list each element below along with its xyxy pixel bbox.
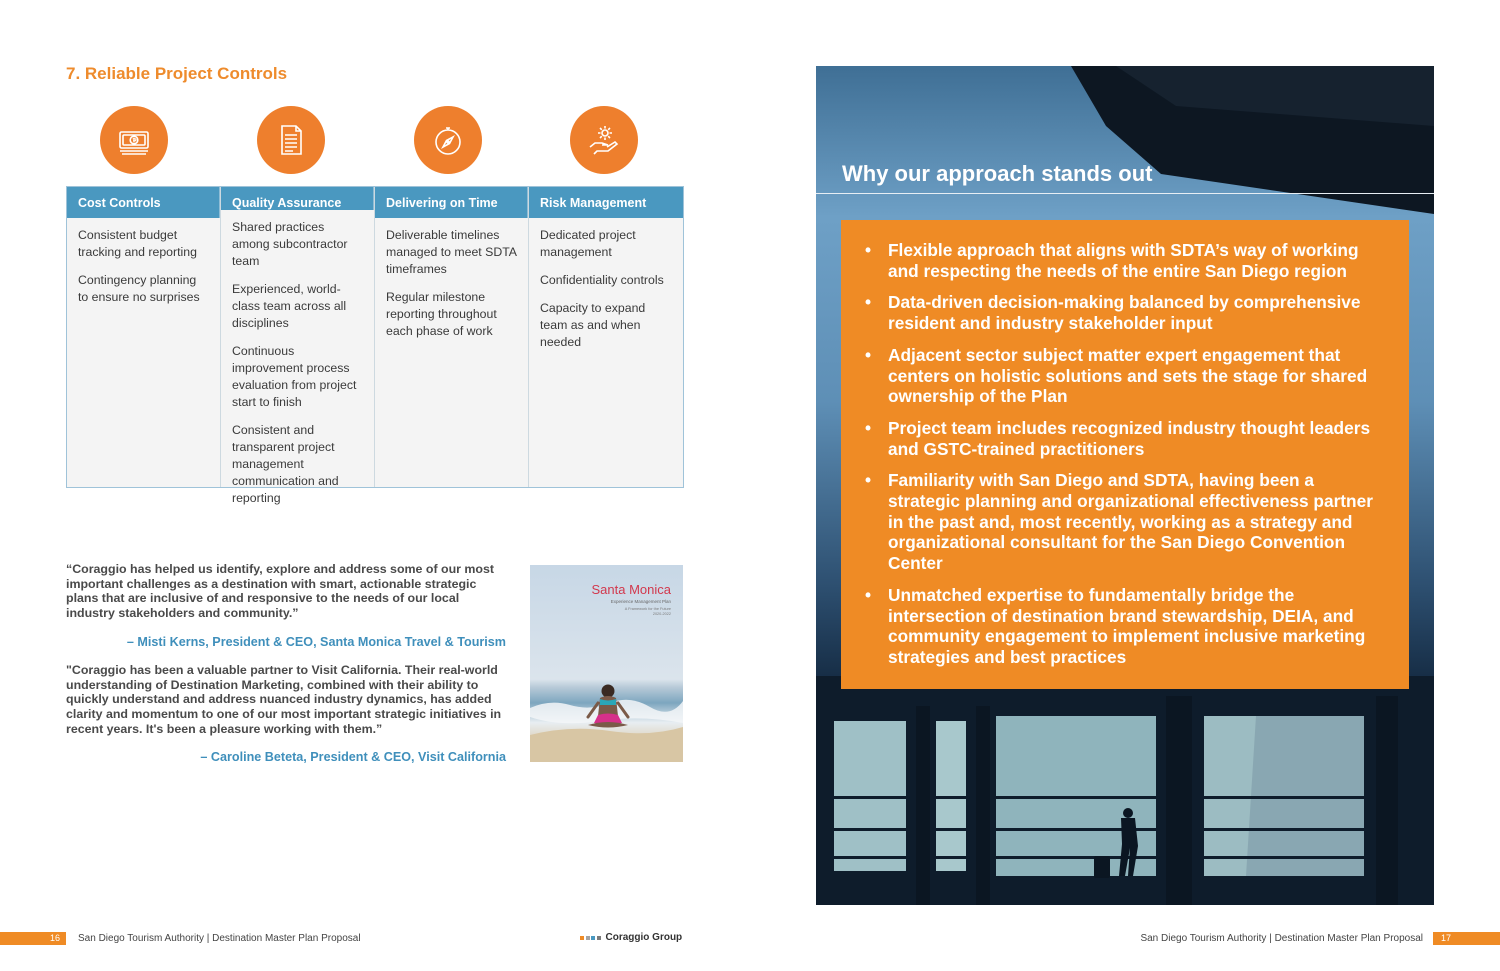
santa-monica-report-cover <box>530 565 683 762</box>
table-cell-item: Deliverable timelines managed to meet SDTA timeframes <box>386 228 517 276</box>
table-column <box>375 187 529 487</box>
column-header: Cost Controls <box>67 187 220 218</box>
section-title: 7. Reliable Project Controls <box>66 64 288 83</box>
cover-subtitle: Experience Management Plan <box>610 599 671 604</box>
coraggio-logo <box>580 932 682 943</box>
column-header: Risk Management <box>529 187 683 218</box>
column-header: Quality Assurance <box>221 187 374 210</box>
why-approach-heading: Why our approach stands out <box>842 161 1153 186</box>
cover-title: Santa Monica <box>591 582 671 597</box>
table-cell-item: Dedicated project management <box>540 228 636 259</box>
right-footer-text: San Diego Tourism Authority | Destination Master Plan Proposal <box>1140 933 1423 944</box>
table-cell-item: Confidentiality controls <box>540 273 664 287</box>
testimonials <box>66 562 506 778</box>
bridge-walkway-photo <box>816 66 1434 905</box>
heading-divider <box>816 193 1434 194</box>
table-cell-item: Capacity to expand team as and when needed <box>540 301 646 349</box>
left-footer-text: San Diego Tourism Authority | Destination Master Plan Proposal <box>78 933 361 944</box>
table-cell-item: Consistent and transparent project management communication and reporting <box>232 423 339 505</box>
list-item: • Flexible approach that aligns with SDTA’s way of working and respecting the needs of the entire San Diego region <box>865 240 1385 281</box>
table-column <box>221 187 375 505</box>
table-cell-item: Experienced, world-class team across all disciplines <box>232 282 347 330</box>
testimonial-quote: "Coraggio has been a valuable partner to Visit California. Their real-world understanding of Destination Marketing, combined with their ability to quickly understand and address nuanced industry dynamics, has added clarity and momentum to one of our most important strategic initiatives in recent years. It's been a pleasure working with them.” <box>66 662 502 736</box>
testimonial-attribution: – Caroline Beteta, President & CEO, Visit California <box>200 750 506 765</box>
column-header: Delivering on Time <box>375 187 528 218</box>
list-item: • Project team includes recognized industry thought leaders and GSTC-trained practitioners <box>865 418 1385 459</box>
table-cell-item: Continuous improvement process evaluation from project start to finish <box>232 344 357 409</box>
testimonial-attribution: – Misti Kerns, President & CEO, Santa Monica Travel & Tourism <box>126 634 506 649</box>
right-page-number: 17 <box>1433 932 1500 945</box>
table-cell-item: Shared practices among subcontractor team <box>232 220 348 268</box>
meditating-person-image <box>530 565 683 762</box>
table-cell-item: Contingency planning to ensure no surprises <box>78 273 200 304</box>
gear-hand-icon <box>570 106 638 174</box>
table-cell-item: Consistent budget tracking and reporting <box>78 228 197 259</box>
testimonial-quote: “Coraggio has helped us identify, explore and address some of our most important challenges as a destination with smart, actionable strategic plans that are inclusive of and responsive to the needs of our local industry stakeholders and community.” <box>66 562 495 621</box>
project-controls-table <box>66 186 684 505</box>
compass-icon <box>414 106 482 174</box>
table-cell-item: Regular milestone reporting throughout each phase of work <box>386 290 497 338</box>
list-item: • Adjacent sector subject matter expert engagement that centers on holistic solutions and sets the stage for shared ownership of the Plan <box>865 345 1385 407</box>
list-item: • Data-driven decision-making balanced by comprehensive resident and industry stakeholder input <box>865 292 1385 333</box>
approach-highlights-box <box>841 220 1409 689</box>
document-icon <box>257 106 325 174</box>
list-item: • Unmatched expertise to fundamentally bridge the intersection of destination brand stewardship, DEIA, and community engagement to implement inclusive marketing strategies and best practices <box>865 585 1385 668</box>
brand-dots-icon <box>580 936 601 940</box>
table-column <box>529 187 683 487</box>
list-item: • Familiarity with San Diego and SDTA, having been a strategic planning and organizational effectiveness partner in the past and, most recently, working as a strategy and organizational consultant for the San Diego Convention Center <box>865 470 1385 574</box>
left-page-number: 16 <box>0 932 66 945</box>
money-icon <box>100 106 168 174</box>
cover-tagline: A Framework for the Future 2020-2022 <box>624 607 671 616</box>
approach-bullet-list <box>865 240 1385 668</box>
table-column <box>67 187 221 487</box>
brand-name: Coraggio Group <box>605 932 683 943</box>
